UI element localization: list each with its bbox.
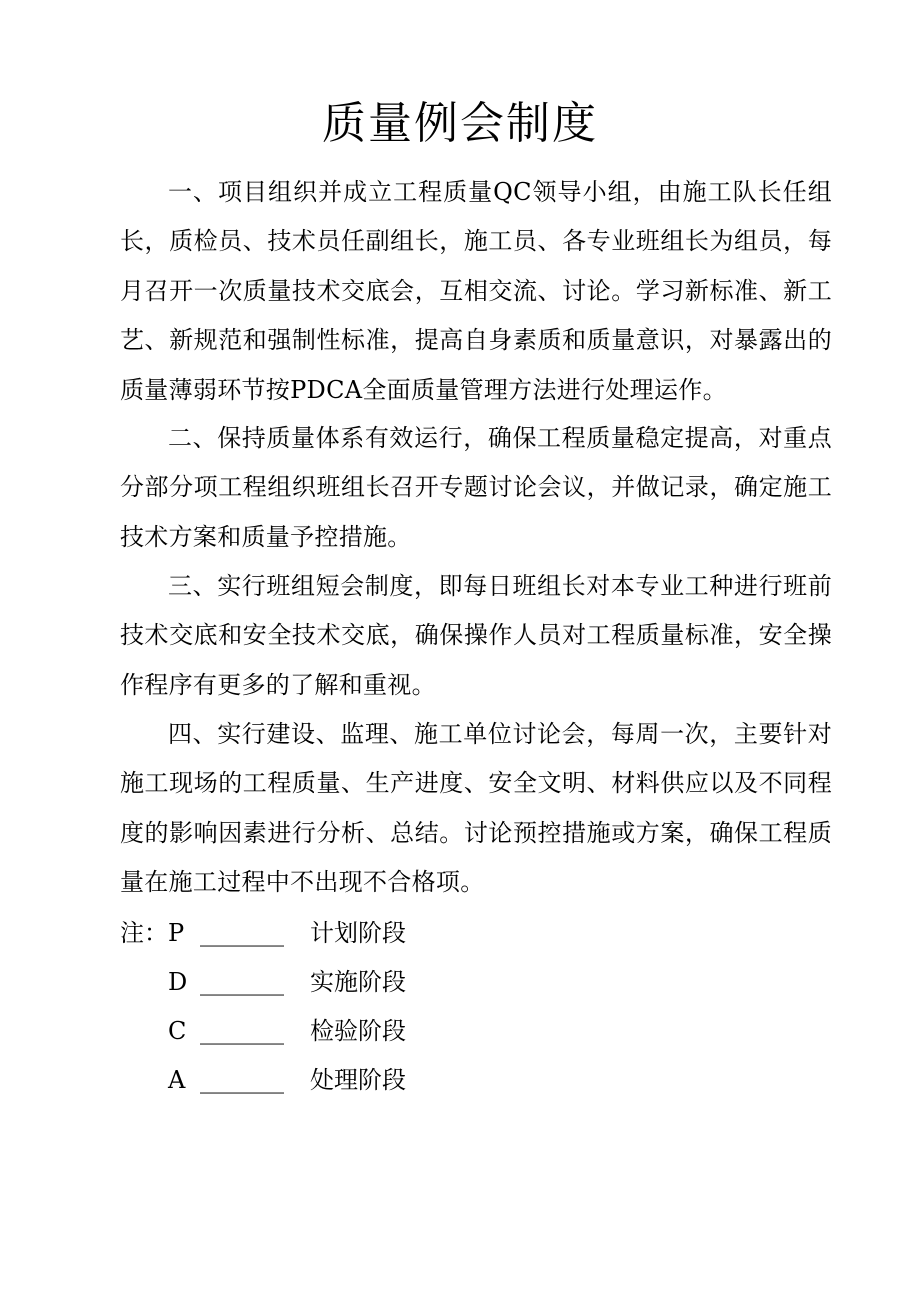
note-meaning: 实施阶段 <box>310 968 406 996</box>
paragraph-1: 一、项目组织并成立工程质量QC领导小组，由施工队长任组长，质检员、技术员任副组长，施工员、各专业班组长为组员，每月召开一次质量技术交底会，互相交流、讨论。学习新标准、新工艺、新规范和强制性标准，提高自身素质和质量意识，对暴露出的质量薄弱环节按PDCA全面质量管理方法进行处理运作。 <box>120 178 832 404</box>
note-meaning: 计划阶段 <box>310 919 406 947</box>
note-letter: C <box>168 1017 187 1045</box>
note-letter: D <box>168 968 188 996</box>
note-blank: _______ <box>200 1066 284 1094</box>
paragraph-3: 三、实行班组短会制度，即每日班组长对本专业工种进行班前技术交底和安全技术交底，确保操作人员对工程质量标准，安全操作程序有更多的了解和重视。 <box>120 572 832 699</box>
paragraph-4: 四、实行建设、监理、施工单位讨论会，每周一次，主要针对施工现场的工程质量、生产进度、安全文明、材料供应以及不同程度的影响因素进行分析、总结。讨论预控措施或方案，确保工程质量在施工过程中不出现不合格项。 <box>120 720 832 897</box>
note-row-p <box>120 913 406 953</box>
note-letter: A <box>168 1066 186 1094</box>
paragraph-2: 二、保持质量体系有效运行，确保工程质量稳定提高，对重点分部分项工程组织班组长召开专题讨论会议，并做记录，确定施工技术方案和质量予控措施。 <box>120 424 832 551</box>
note-blank: _______ <box>200 1017 284 1045</box>
note-letter: P <box>168 919 185 947</box>
note-row-c <box>120 1011 406 1051</box>
note-blank: _______ <box>200 919 284 947</box>
note-meaning: 检验阶段 <box>310 1017 406 1045</box>
page-title: 质量例会制度 <box>322 98 598 149</box>
note-row-a <box>120 1060 406 1100</box>
note-row-d <box>120 962 406 1002</box>
note-meaning: 处理阶段 <box>310 1066 406 1094</box>
note-prefix: 注： <box>120 919 168 947</box>
note-blank: _______ <box>200 968 284 996</box>
